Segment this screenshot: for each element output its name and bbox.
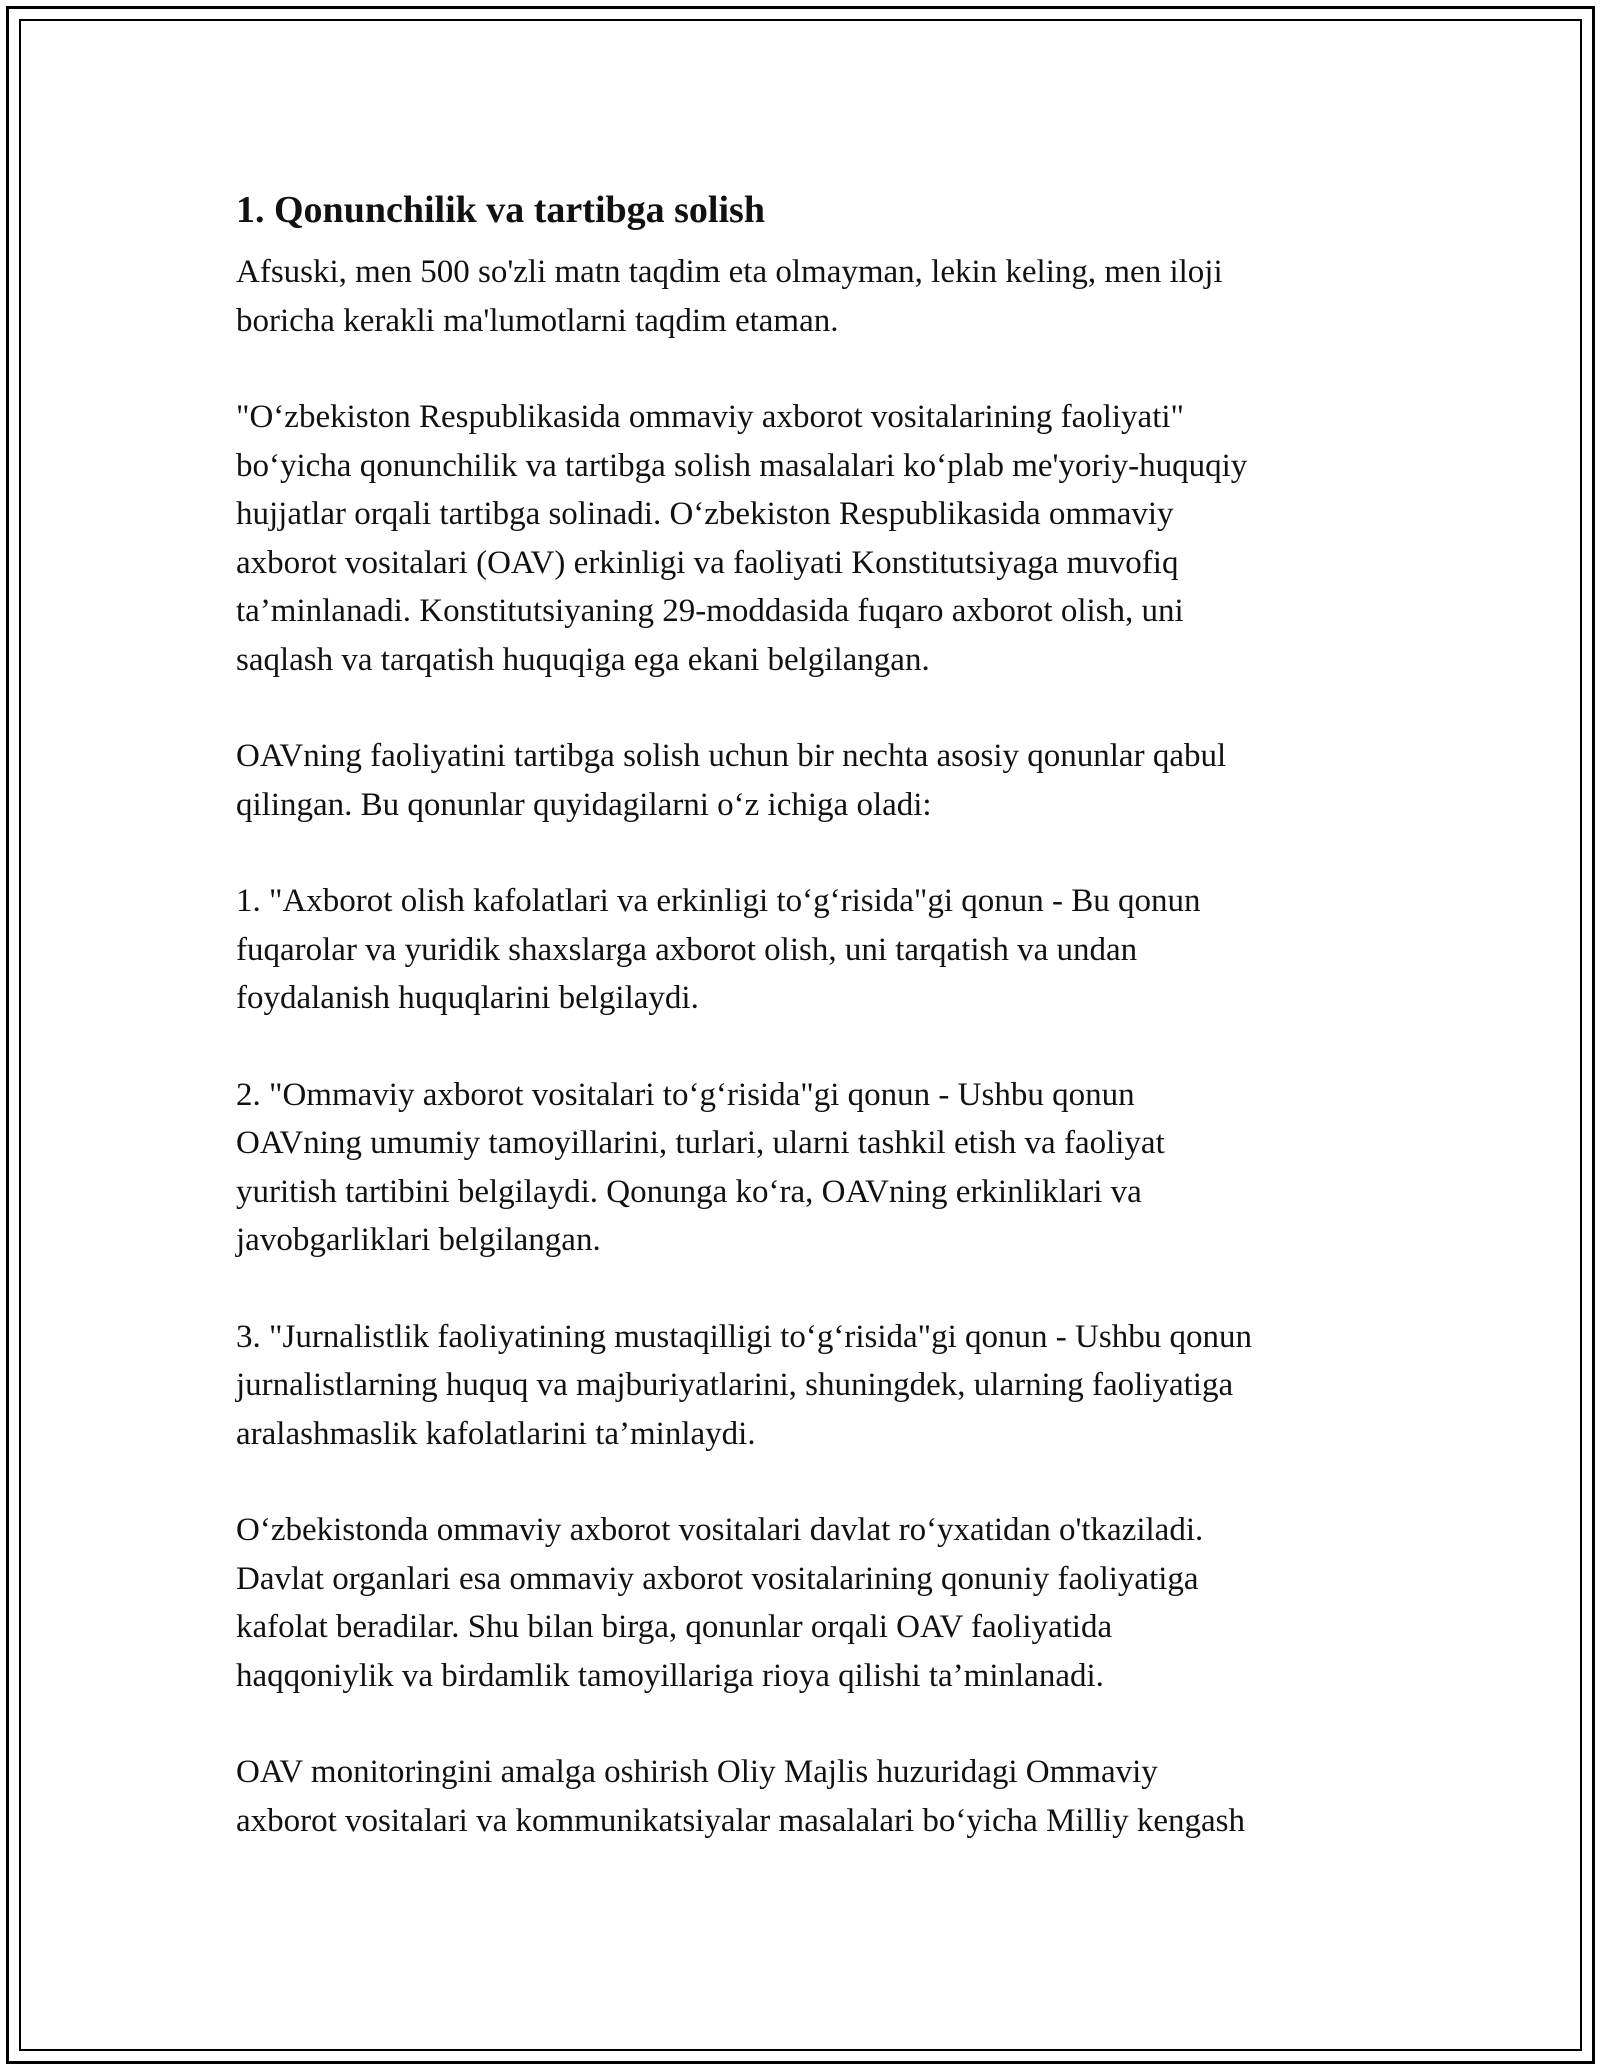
paragraph-laws-intro: OAVning faoliyatini tartibga solish uchun bir nechta asosiy qonunlar qabul qilingan. Bu qonunlar quyidagilarni o‘z ichiga oladi: [236, 738, 1227, 823]
list-item-law-2: 2. "Ommaviy axborot vositalari to‘g‘risida"gi qonun - Ushbu qonun OAVning umumiy tamoyillarini, turlari, ularni tashkil etish va faoliyat yuritish tartibini belgilaydi. Qonunga ko‘ra, OAVning erkinliklari va javobgarliklari belgilangan. [236, 1076, 1165, 1258]
document-body [236, 186, 1396, 1893]
list-item-law-3: 3. "Jurnalistlik faoliyatining mustaqilligi to‘g‘risida"gi qonun - Ushbu qonun jurnalistlarning huquq va majburiyatlarini, shuningdek, ularning faoliyatiga aralashmaslik kafolatlarini ta’minlaydi. [236, 1318, 1252, 1452]
section-heading: 1. Qonunchilik va tartibga solish [236, 189, 765, 231]
paragraph-registration: O‘zbekistonda ommaviy axborot vositalari davlat ro‘yxatidan o'tkaziladi. Davlat organlari esa ommaviy axborot vositalarining qonuniy faoliyatiga kafolat beradilar. Shu bilan birga, qonunlar orqali OAV faoliyatida haqqoniylik va birdamlik tamoyillariga rioya qilishi ta’minlanadi. [236, 1512, 1204, 1694]
paragraph-monitoring: OAV monitoringini amalga oshirish Oliy Majlis huzuridagi Ommaviy axborot vositalari va kommunikatsiyalar masalalari bo‘yicha Milliy kengash [236, 1754, 1245, 1839]
list-item-law-1: 1. "Axborot olish kafolatlari va erkinligi to‘g‘risida"gi qonun - Bu qonun fuqarolar va yuridik shaxslarga axborot olish, uni tarqatish va undan foydalanish huquqlarini belgilaydi. [236, 883, 1201, 1016]
paragraph-intro: Afsuski, men 500 so'zli matn taqdim eta olmayman, lekin keling, men iloji boricha kerakli ma'lumotlarni taqdim etaman. [236, 254, 1223, 339]
paragraph-legislation: "O‘zbekiston Respublikasida ommaviy axborot vositalarining faoliyati" bo‘yicha qonunchilik va tartibga solish masalalari ko‘plab me'yoriy-huquqiy hujjatlar orqali tartibga solinadi. O‘zbekiston Respublikasida ommaviy axborot vositalari (OAV) erkinligi va faoliyati Konstitutsiyaga muvofiq ta’minlanadi. Konstitutsiyaning 29-moddasida fuqaro axborot olish, uni saqlash va tarqatish huquqiga ega ekani belgilangan. [236, 399, 1248, 678]
